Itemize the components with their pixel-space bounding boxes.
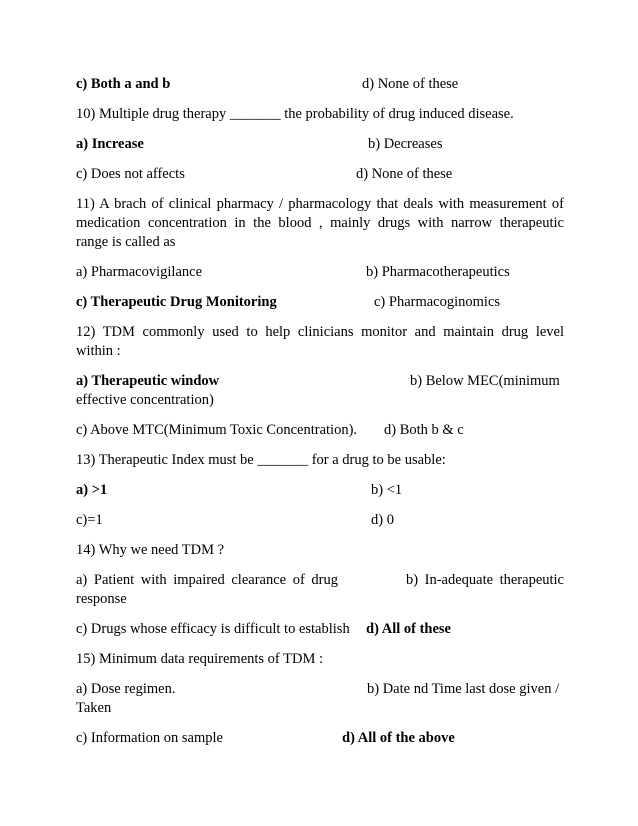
q12-option-d: d) Both b & c xyxy=(384,422,464,438)
q12-option-b-line-2: effective concentration) xyxy=(76,392,214,408)
q14-question: 14) Why we need TDM ? xyxy=(76,542,225,558)
q11-question-line-2: medication concentration in the blood , mainly drugs with narrow therapeutic xyxy=(76,215,564,231)
q12-option-b-line-1: b) Below MEC(minimum xyxy=(410,373,560,389)
q12-question-line-1: 12) TDM commonly used to help clinicians monitor and maintain drug level xyxy=(76,324,564,340)
q14-option-d: d) All of these xyxy=(366,621,451,637)
q11-option-d: c) Pharmacoginomics xyxy=(374,294,501,310)
q13-option-c: c)=1 xyxy=(76,512,103,528)
q10-option-b: b) Decreases xyxy=(368,136,443,152)
q11-option-a: a) Pharmacovigilance xyxy=(76,264,203,280)
q15-option-a: a) Dose regimen. xyxy=(76,681,176,697)
q11-question-line-3: range is called as xyxy=(76,234,176,250)
q14-option-b-line-1: b) In-adequate therapeutic xyxy=(406,572,564,588)
q15-option-b-line-1: b) Date nd Time last dose given / xyxy=(367,681,560,697)
q14-option-c: c) Drugs whose efficacy is difficult to establish xyxy=(76,621,350,637)
q13-option-b: b) <1 xyxy=(371,482,403,498)
q9-option-c: c) Both a and b xyxy=(76,76,171,92)
q15-option-wrap-line: Taken xyxy=(76,700,112,716)
q14-option-wrap-line: response xyxy=(76,591,127,607)
q12-question-line-2: within : xyxy=(76,343,121,359)
q12-option-c: c) Above MTC(Minimum Toxic Concentration). xyxy=(76,422,358,438)
q9-option-d: d) None of these xyxy=(362,76,459,92)
q15-option-c: c) Information on sample xyxy=(76,730,223,746)
q11-option-b: b) Pharmacotherapeutics xyxy=(366,264,510,280)
q15-option-d: d) All of the above xyxy=(342,730,455,746)
q12-option-a: a) Therapeutic window xyxy=(76,373,220,389)
q14-option-a-line-1: a) Patient with impaired clearance of drug xyxy=(76,572,338,588)
q13-question: 13) Therapeutic Index must be _______ for a drug to be usable: xyxy=(76,452,446,468)
q13-option-d: d) 0 xyxy=(371,512,394,528)
q10-question: 10) Multiple drug therapy _______ the probability of drug induced disease. xyxy=(76,106,514,122)
q15-question: 15) Minimum data requirements of TDM : xyxy=(76,651,323,667)
q10-option-d: d) None of these xyxy=(356,166,453,182)
q11-option-c: c) Therapeutic Drug Monitoring xyxy=(76,294,277,310)
q10-option-c: c) Does not affects xyxy=(76,166,185,182)
q11-question-line-1: 11) A brach of clinical pharmacy / pharmacology that deals with measurement of xyxy=(76,196,564,212)
q13-option-a: a) >1 xyxy=(76,482,108,498)
q10-option-a: a) Increase xyxy=(76,136,144,152)
